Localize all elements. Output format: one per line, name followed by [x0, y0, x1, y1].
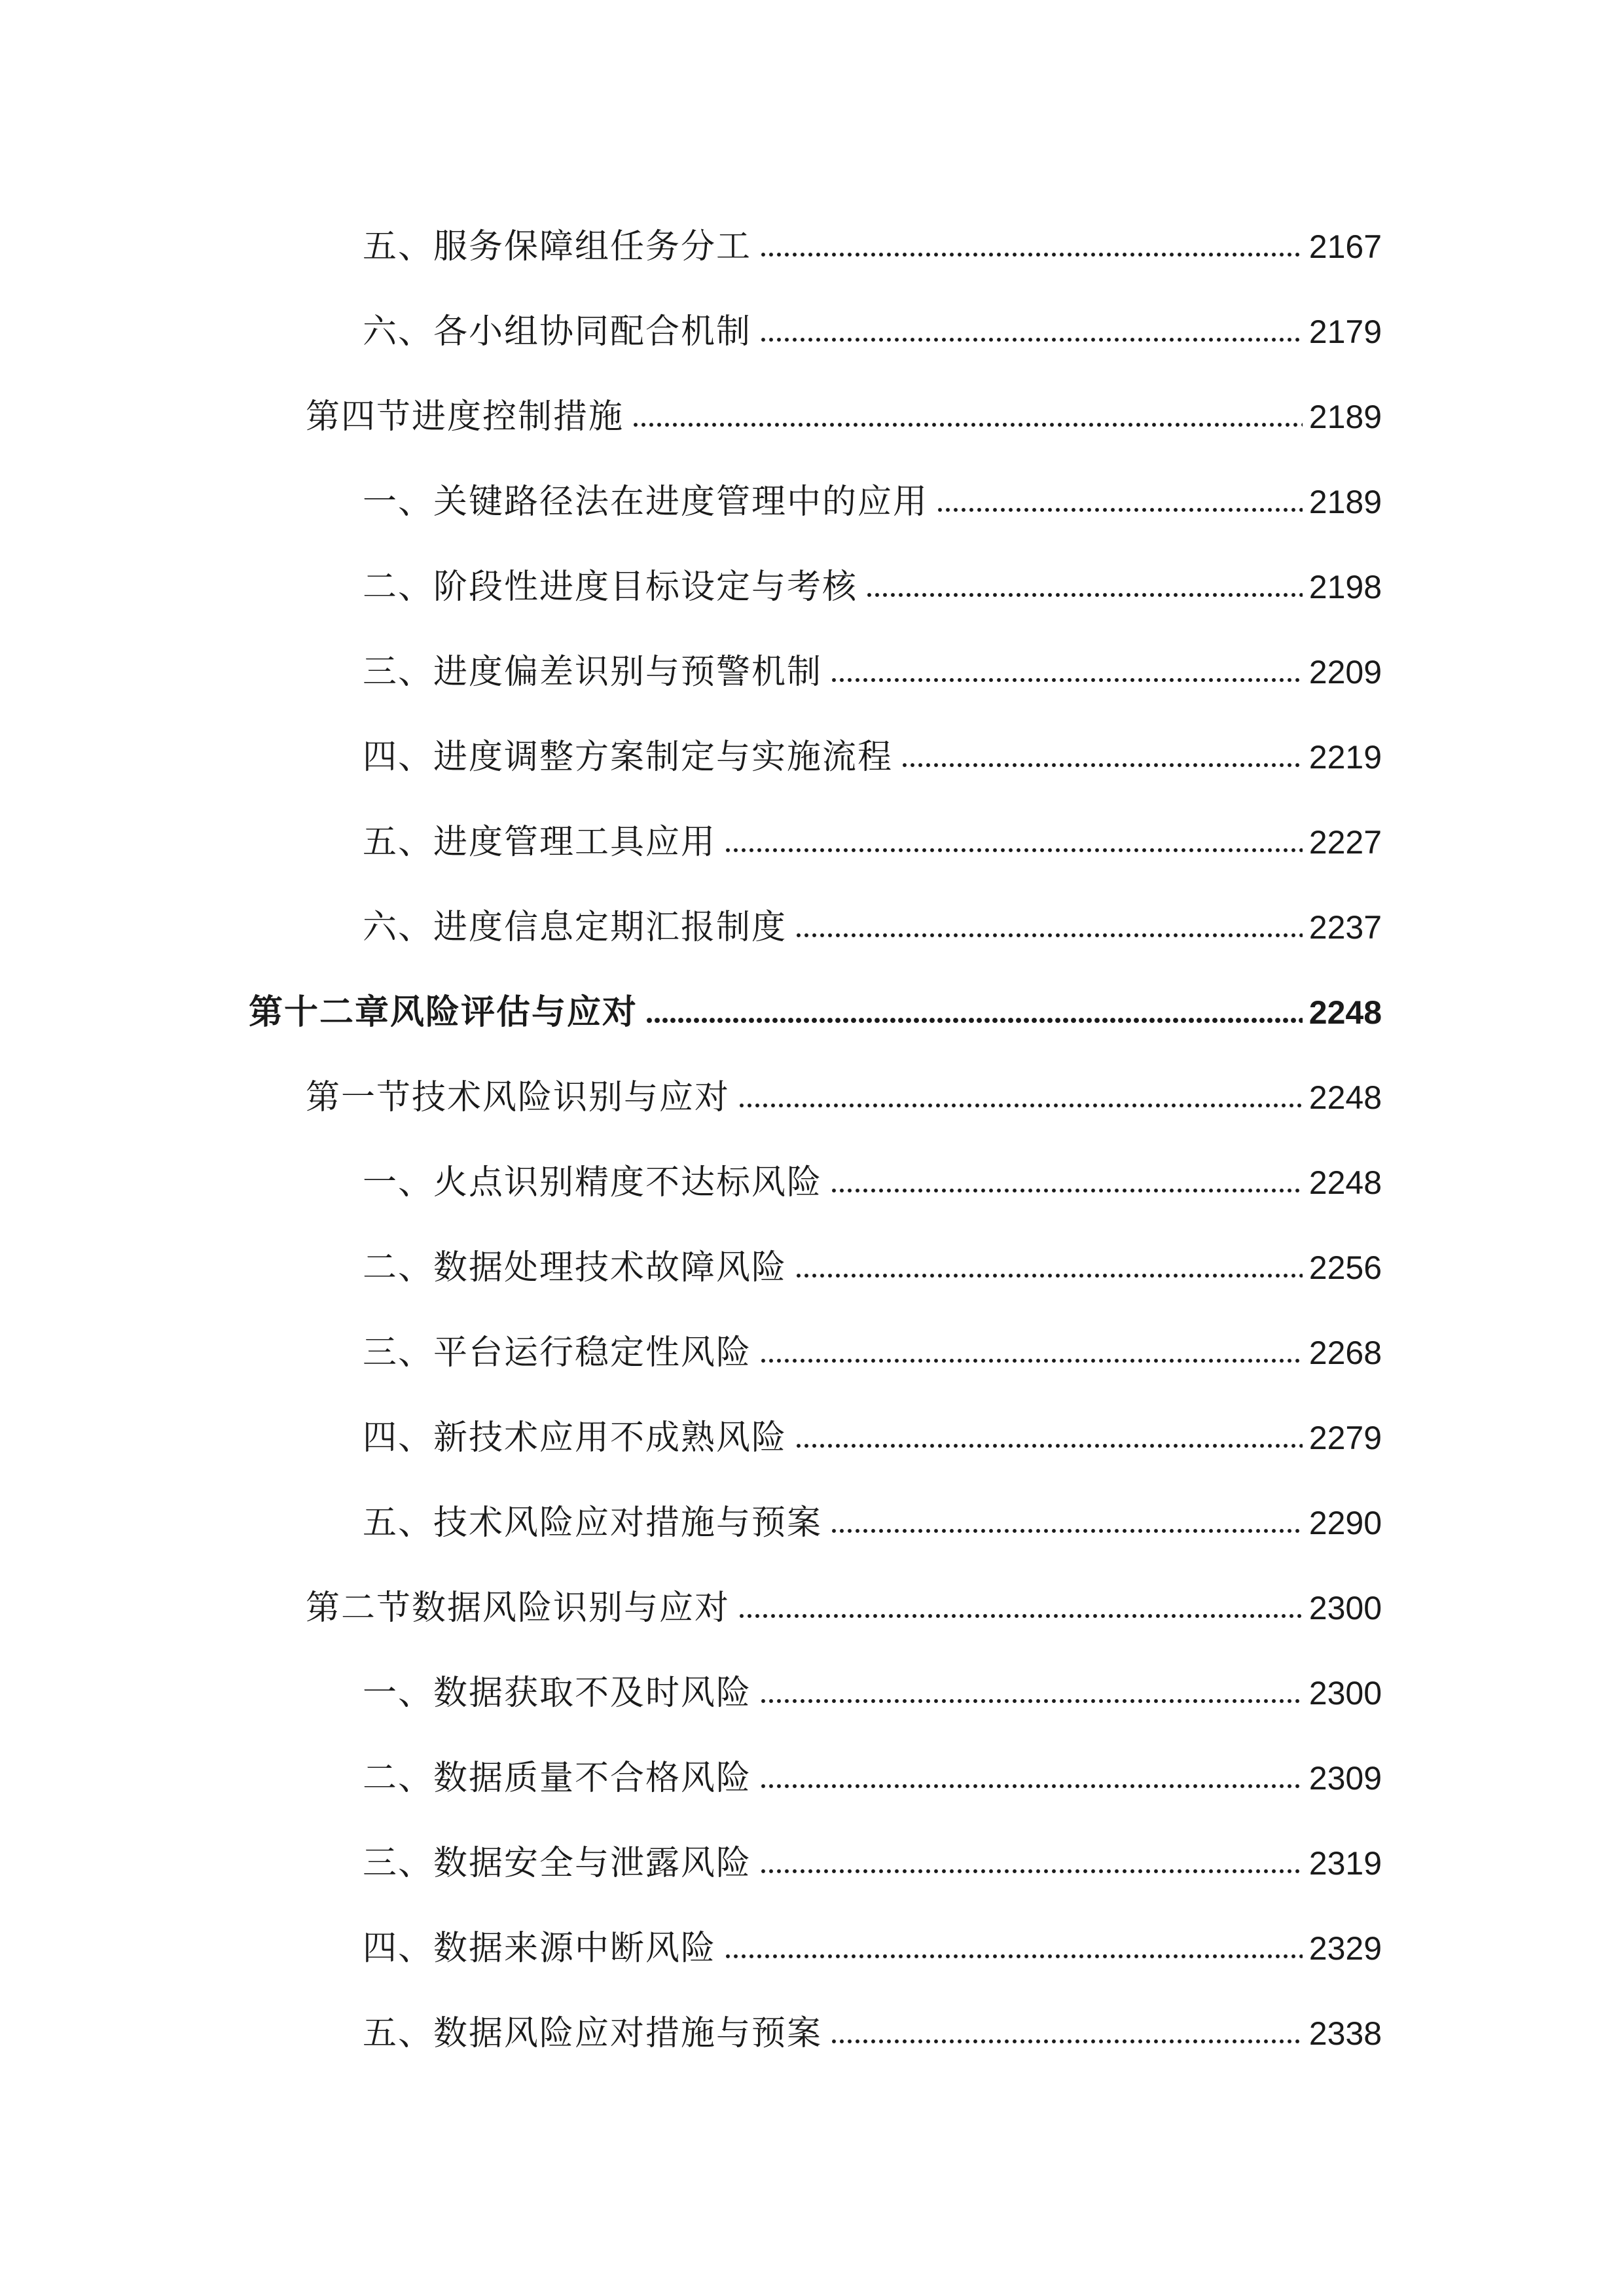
table-of-contents — [0, 204, 1624, 2076]
toc-entry[interactable] — [0, 715, 1624, 800]
toc-entry[interactable] — [0, 204, 1624, 289]
toc-entry[interactable] — [0, 885, 1624, 970]
toc-entry-title: 六、各小组协同配合机制 — [363, 312, 752, 351]
toc-page-number: 2300 — [1308, 1675, 1382, 1712]
toc-page-number: 2329 — [1308, 1930, 1382, 1967]
toc-page-number: 2209 — [1308, 654, 1382, 691]
dot-leader — [795, 1272, 1303, 1280]
toc-section-entry[interactable] — [0, 1566, 1624, 1651]
toc-entry[interactable] — [0, 1991, 1624, 2076]
toc-entry-title: 三、平台运行稳定性风险 — [363, 1333, 752, 1372]
toc-entry-title: 第二节数据风险识别与应对 — [306, 1588, 731, 1628]
toc-page-number: 2198 — [1308, 569, 1382, 605]
dot-leader — [759, 1357, 1303, 1365]
toc-entry-title: 四、数据来源中断风险 — [363, 1929, 717, 1968]
toc-page-number: 2227 — [1308, 824, 1382, 861]
dot-leader — [830, 1527, 1303, 1535]
toc-entry-title: 一、数据获取不及时风险 — [363, 1674, 752, 1713]
dot-leader — [936, 506, 1303, 514]
toc-chapter-entry[interactable] — [0, 970, 1624, 1055]
toc-page-number: 2268 — [1308, 1335, 1382, 1371]
toc-entry[interactable] — [0, 1225, 1624, 1310]
toc-entry[interactable] — [0, 1140, 1624, 1225]
toc-entry-title: 二、数据质量不合格风险 — [363, 1759, 752, 1798]
toc-page-number: 2279 — [1308, 1420, 1382, 1456]
toc-entry-title: 一、关键路径法在进度管理中的应用 — [363, 482, 929, 522]
toc-page-number: 2189 — [1308, 399, 1382, 435]
toc-entry-title: 五、服务保障组任务分工 — [363, 227, 752, 266]
toc-page-number: 2248 — [1308, 1164, 1382, 1201]
toc-entry[interactable] — [0, 289, 1624, 374]
toc-page-number: 2300 — [1308, 1590, 1382, 1626]
toc-entry-title: 第一节技术风险识别与应对 — [306, 1078, 731, 1117]
dot-leader — [795, 931, 1303, 939]
toc-entry-title: 二、数据处理技术故障风险 — [363, 1248, 787, 1287]
dot-leader — [830, 2037, 1303, 2045]
toc-page-number: 2309 — [1308, 1760, 1382, 1797]
toc-entry[interactable] — [0, 1651, 1624, 1736]
dot-leader — [759, 1867, 1303, 1875]
toc-entry-title: 二、阶段性进度目标设定与考核 — [363, 567, 858, 607]
toc-page-number: 2256 — [1308, 1249, 1382, 1286]
toc-entry[interactable] — [0, 1395, 1624, 1480]
toc-page-number: 2248 — [1308, 994, 1382, 1031]
toc-entry[interactable] — [0, 800, 1624, 885]
toc-entry[interactable] — [0, 459, 1624, 545]
toc-page-number: 2237 — [1308, 909, 1382, 946]
dot-leader — [724, 846, 1303, 854]
dot-leader — [645, 1016, 1303, 1024]
dot-leader — [759, 251, 1303, 259]
toc-entry-title: 第十二章风险评估与应对 — [249, 993, 638, 1032]
dot-leader — [724, 1952, 1303, 1960]
toc-entry[interactable] — [0, 545, 1624, 630]
toc-entry-title: 第四节进度控制措施 — [306, 397, 624, 437]
toc-entry-title: 六、进度信息定期汇报制度 — [363, 908, 787, 947]
toc-entry[interactable] — [0, 1310, 1624, 1395]
dot-leader — [759, 1697, 1303, 1705]
toc-entry-title: 五、进度管理工具应用 — [363, 823, 717, 862]
dot-leader — [901, 761, 1303, 769]
toc-page-number: 2319 — [1308, 1845, 1382, 1882]
dot-leader — [759, 1782, 1303, 1790]
toc-entry-title: 四、进度调整方案制定与实施流程 — [363, 738, 893, 777]
dot-leader — [738, 1102, 1303, 1109]
toc-section-entry[interactable] — [0, 1055, 1624, 1140]
toc-page-number: 2219 — [1308, 739, 1382, 776]
toc-entry[interactable] — [0, 1906, 1624, 1991]
toc-entry[interactable] — [0, 1736, 1624, 1821]
toc-entry[interactable] — [0, 630, 1624, 715]
toc-page-number: 2290 — [1308, 1505, 1382, 1541]
toc-entry[interactable] — [0, 1480, 1624, 1566]
dot-leader — [865, 591, 1303, 599]
dot-leader — [830, 1187, 1303, 1194]
toc-entry-title: 一、火点识别精度不达标风险 — [363, 1163, 823, 1202]
toc-section-entry[interactable] — [0, 374, 1624, 459]
dot-leader — [738, 1612, 1303, 1620]
dot-leader — [759, 336, 1303, 344]
toc-entry-title: 四、新技术应用不成熟风险 — [363, 1418, 787, 1458]
toc-page-number: 2248 — [1308, 1079, 1382, 1116]
toc-entry-title: 三、进度偏差识别与预警机制 — [363, 653, 823, 692]
dot-leader — [795, 1442, 1303, 1450]
toc-entry-title: 五、数据风险应对措施与预案 — [363, 2014, 823, 2053]
toc-page-number: 2179 — [1308, 314, 1382, 350]
toc-entry[interactable] — [0, 1821, 1624, 1906]
toc-page-number: 2189 — [1308, 484, 1382, 520]
toc-page-number: 2338 — [1308, 2015, 1382, 2052]
dot-leader — [632, 421, 1303, 429]
toc-entry-title: 三、数据安全与泄露风险 — [363, 1844, 752, 1883]
dot-leader — [830, 676, 1303, 684]
toc-entry-title: 五、技术风险应对措施与预案 — [363, 1503, 823, 1543]
toc-page-number: 2167 — [1308, 228, 1382, 265]
